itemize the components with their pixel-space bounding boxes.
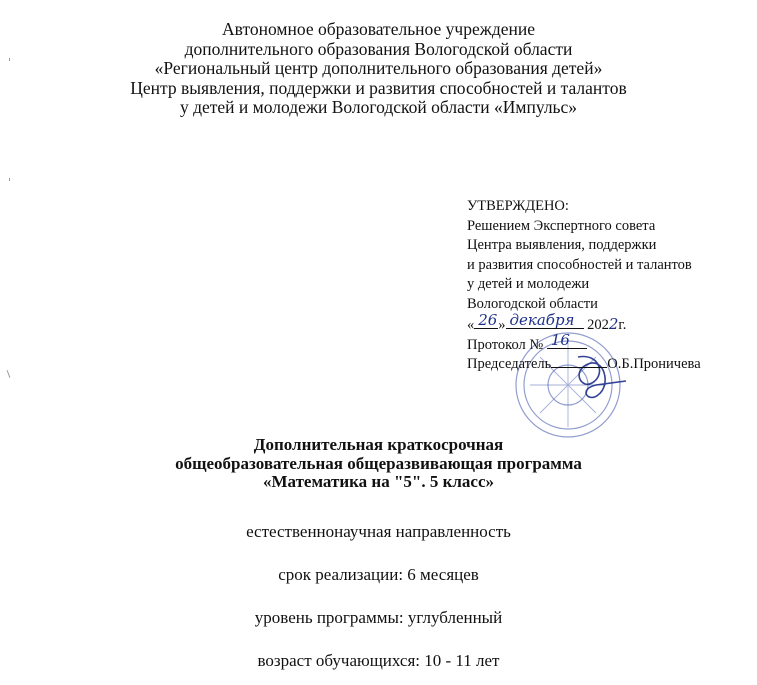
header-line: «Региональный центр дополнительного образования детей» <box>154 58 603 78</box>
date-month: декабря <box>509 311 575 329</box>
date-year-prefix: 202 <box>587 317 609 333</box>
header-line: у детей и молодежи Вологодской области «Импульс» <box>179 97 578 117</box>
approval-heading: УТВЕРЖДЕНО: <box>467 198 569 214</box>
approval-line: у детей и молодежи <box>467 276 590 292</box>
chair-name: О.Б.Проничева <box>607 356 701 372</box>
date-year-handwritten: 2 <box>608 315 619 333</box>
program-level: уровень программы: углубленный <box>254 608 503 627</box>
organization-header <box>0 20 757 118</box>
program-title-line: Дополнительная краткосрочная <box>253 435 504 454</box>
program-title-line: общеобразовательная общеразвивающая программа <box>175 453 582 473</box>
chair-line <box>467 353 701 373</box>
protocol-label: Протокол № <box>467 336 544 353</box>
date-close-quote: » <box>498 317 506 333</box>
date-open-quote: « <box>467 317 475 333</box>
header-line: дополнительного образования Вологодской области <box>184 38 573 59</box>
program-age: возраст обучающихся: 10 - 11 лет <box>257 651 500 670</box>
scan-mark <box>7 370 11 378</box>
approval-line: Вологодской области <box>467 295 598 312</box>
approval-line: и развития способностей и талантов <box>467 256 692 273</box>
header-line: Автономное образовательное учреждение <box>222 19 535 39</box>
program-title <box>0 436 757 492</box>
program-direction: естественнонаучная направленность <box>246 522 511 541</box>
program-title-line: «Математика на "5". 5 класс» <box>262 472 495 491</box>
protocol-number: 16 <box>550 330 570 349</box>
approval-block <box>467 197 701 373</box>
scan-mark <box>9 178 10 181</box>
date-day: 26 <box>478 311 498 329</box>
chair-label: Председатель <box>467 356 552 372</box>
protocol-line <box>467 330 701 354</box>
date-suffix: г. <box>618 317 627 333</box>
approval-line: Решением Экспертного совета <box>467 217 656 234</box>
program-duration: срок реализации: 6 месяцев <box>278 565 479 584</box>
header-line: Центр выявления, поддержки и развития способностей и талантов <box>130 77 627 98</box>
approval-date <box>467 311 701 334</box>
approval-line: Центра выявления, поддержки <box>467 237 657 253</box>
